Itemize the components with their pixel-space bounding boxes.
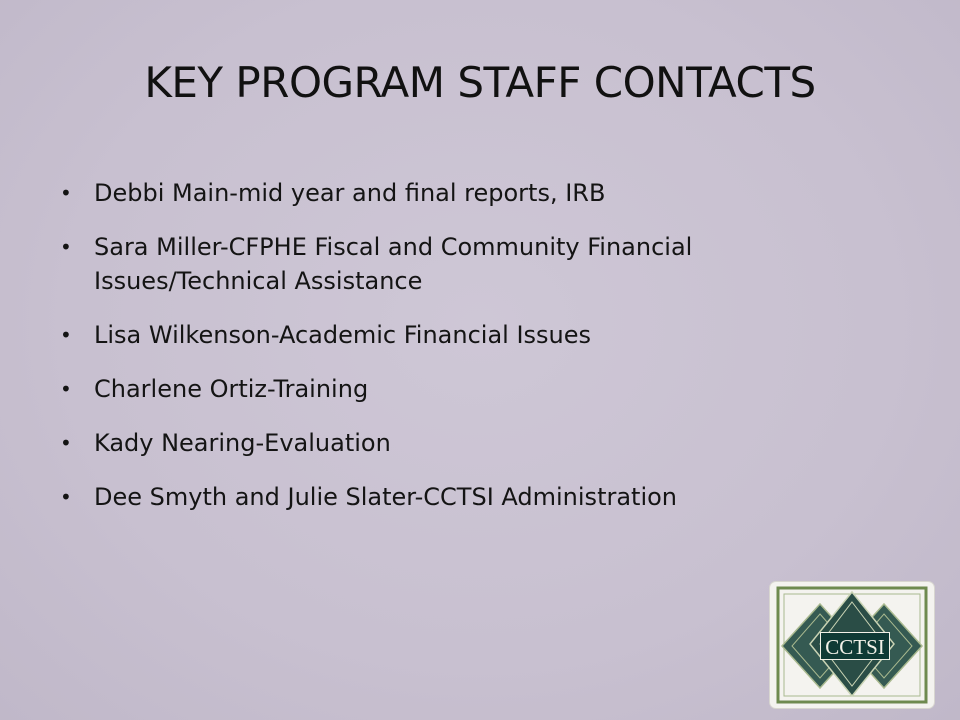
bullet-text: Debbi Main-mid year and final reports, IRB xyxy=(94,179,606,207)
bullet-dot: • xyxy=(60,431,72,455)
bullet-list xyxy=(60,176,880,534)
bullet-item xyxy=(60,230,880,298)
bullet-dot: • xyxy=(60,235,72,259)
bullet-dot: • xyxy=(60,485,72,509)
bullet-text: Kady Nearing-Evaluation xyxy=(94,429,391,457)
logo-text: CCTSI xyxy=(820,632,890,660)
bullet-item xyxy=(60,480,880,514)
bullet-dot: • xyxy=(60,181,72,205)
bullet-text: Dee Smyth and Julie Slater-CCTSI Administration xyxy=(94,483,678,511)
bullet-text: Lisa Wilkenson-Academic Financial Issues xyxy=(94,321,592,349)
bullet-text: Charlene Ortiz-Training xyxy=(94,375,369,403)
bullet-dot: • xyxy=(60,323,72,347)
cctsi-logo xyxy=(770,582,934,708)
bullet-item xyxy=(60,176,880,210)
slide-title: KEY PROGRAM STAFF CONTACTS xyxy=(144,58,816,107)
bullet-item xyxy=(60,426,880,460)
bullet-item xyxy=(60,372,880,406)
bullet-item xyxy=(60,318,880,352)
bullet-dot: • xyxy=(60,377,72,401)
bullet-text: Sara Miller-CFPHE Fiscal and Community Financial Issues/Technical Assistance xyxy=(94,233,693,295)
